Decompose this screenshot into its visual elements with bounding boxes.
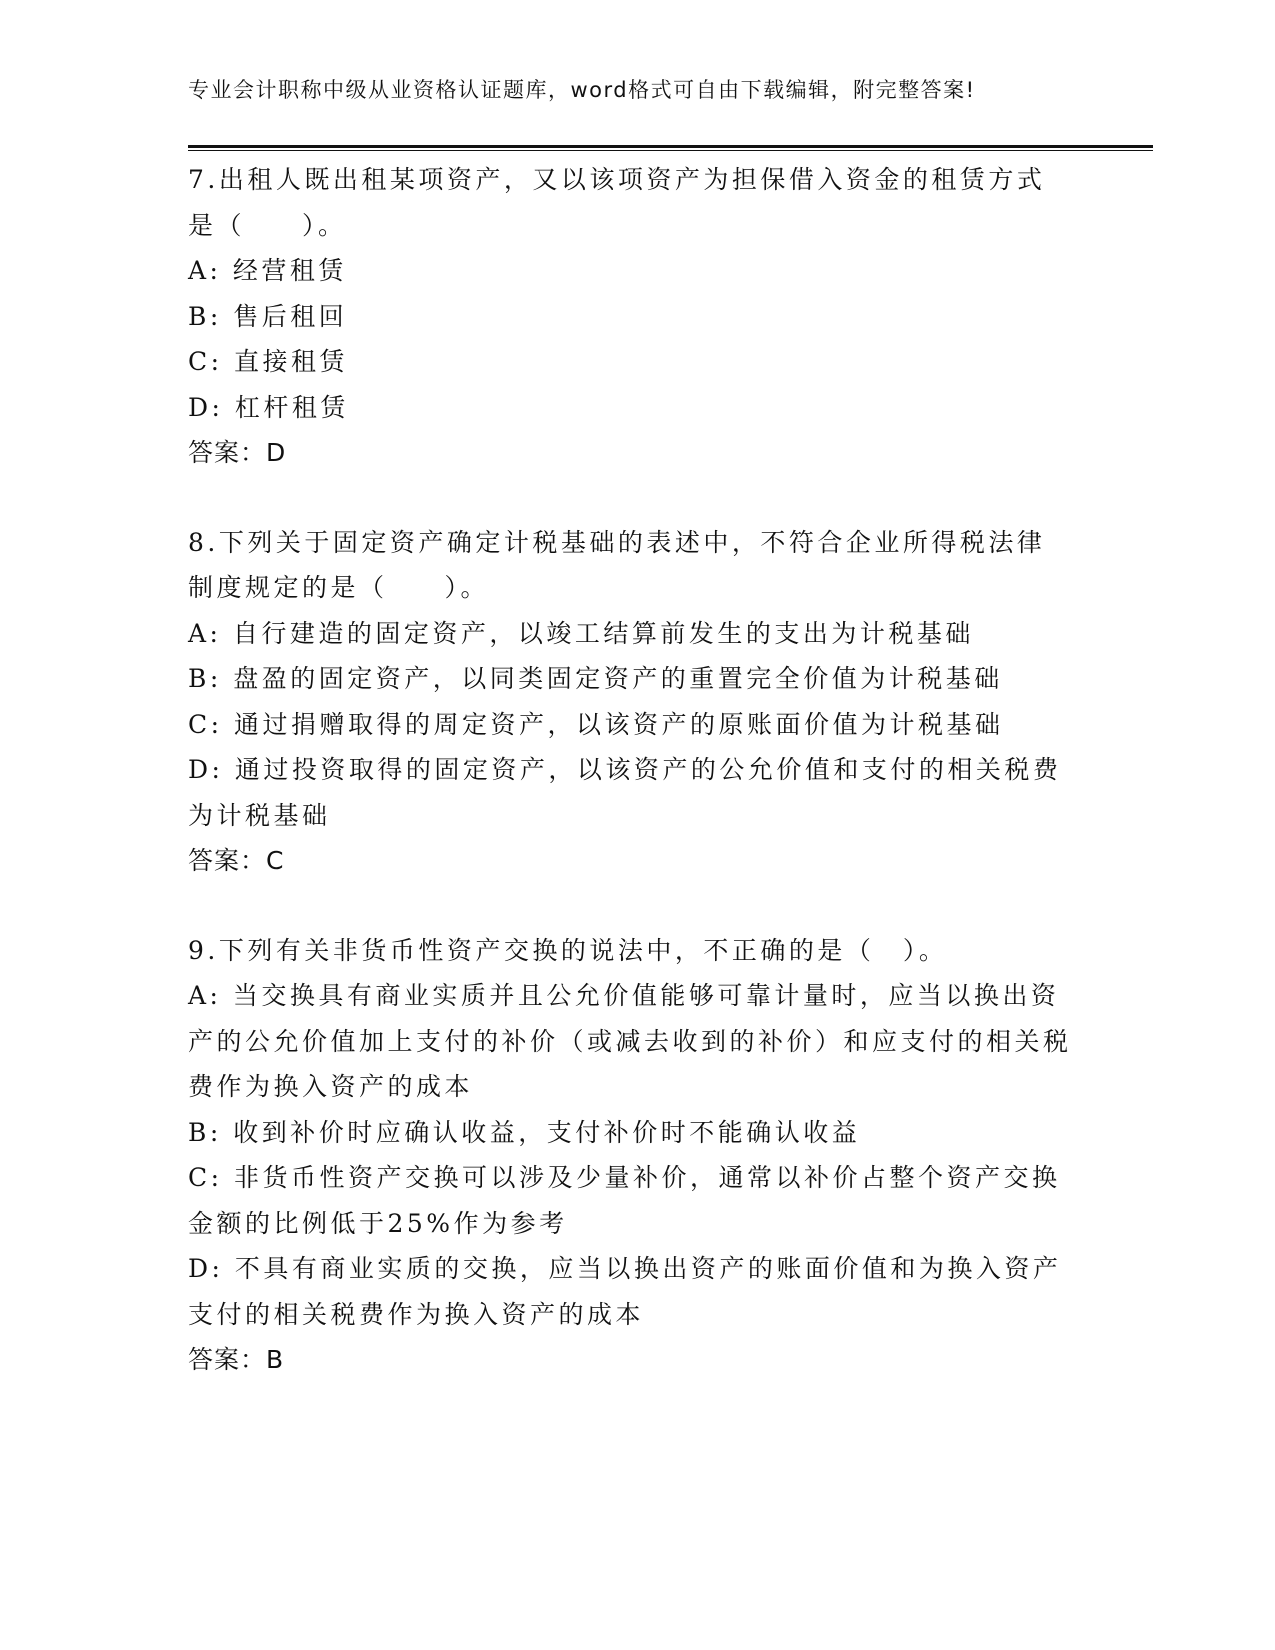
answer-line: 答案：C: [188, 846, 285, 875]
question-stem: 8.下列关于固定资产确定计税基础的表述中，不符合企业所得税法律制度规定的是（ ）。: [188, 527, 1046, 602]
answer-line: 答案：B: [188, 1345, 285, 1374]
question-stem: 9.下列有关非货币性资产交换的说法中，不正确的是（ ）。: [188, 935, 948, 965]
option-c: C: 非货币性资产交换可以涉及少量补价，通常以补价占整个资产交换金额的比例低于25%作为参考: [188, 1163, 1061, 1238]
question-8: [188, 520, 1073, 884]
option-a: A: 自行建造的固定资产，以竣工结算前发生的支出为计税基础: [188, 618, 974, 648]
option-d: D: 杠杆租赁: [188, 392, 349, 422]
option-d: D: 通过投资取得的固定资产，以该资产的公允价值和支付的相关税费为计税基础: [188, 755, 1062, 830]
answer-line: 答案：D: [188, 438, 287, 467]
option-d: D: 不具有商业实质的交换，应当以换出资产的账面价值和为换入资产支付的相关税费作为换入资产的成本: [188, 1254, 1062, 1329]
option-c: C: 通过捐赠取得的周定资产，以该资产的原账面价值为计税基础: [188, 709, 1004, 739]
question-7: [188, 157, 1073, 476]
option-a: A: 当交换具有商业实质并且公允价值能够可靠计量时，应当以换出资产的公允价值加上支付的补价（或减去收到的补价）和应支付的相关税费作为换入资产的成本: [188, 981, 1072, 1101]
option-b: B: 收到补价时应确认收益，支付补价时不能确认收益: [188, 1117, 861, 1147]
option-c: C: 直接租赁: [188, 347, 348, 376]
header-divider-thick: [188, 145, 1153, 148]
option-b: B: 盘盈的固定资产，以同类固定资产的重置完全价值为计税基础: [188, 664, 1003, 693]
question-9: [188, 928, 1073, 1383]
question-stem: 7.出租人既出租某项资产，又以该项资产为担保借入资金的租赁方式是（ ）。: [188, 165, 1046, 240]
option-b: B: 售后租回: [188, 301, 348, 331]
page-header: 专业会计职称中级从业资格认证题库，word格式可自由下载编辑，附完整答案!: [188, 78, 976, 102]
header-divider-thin: [188, 150, 1153, 151]
option-a: A: 经营租赁: [188, 256, 347, 285]
question-list: [188, 157, 1073, 1383]
